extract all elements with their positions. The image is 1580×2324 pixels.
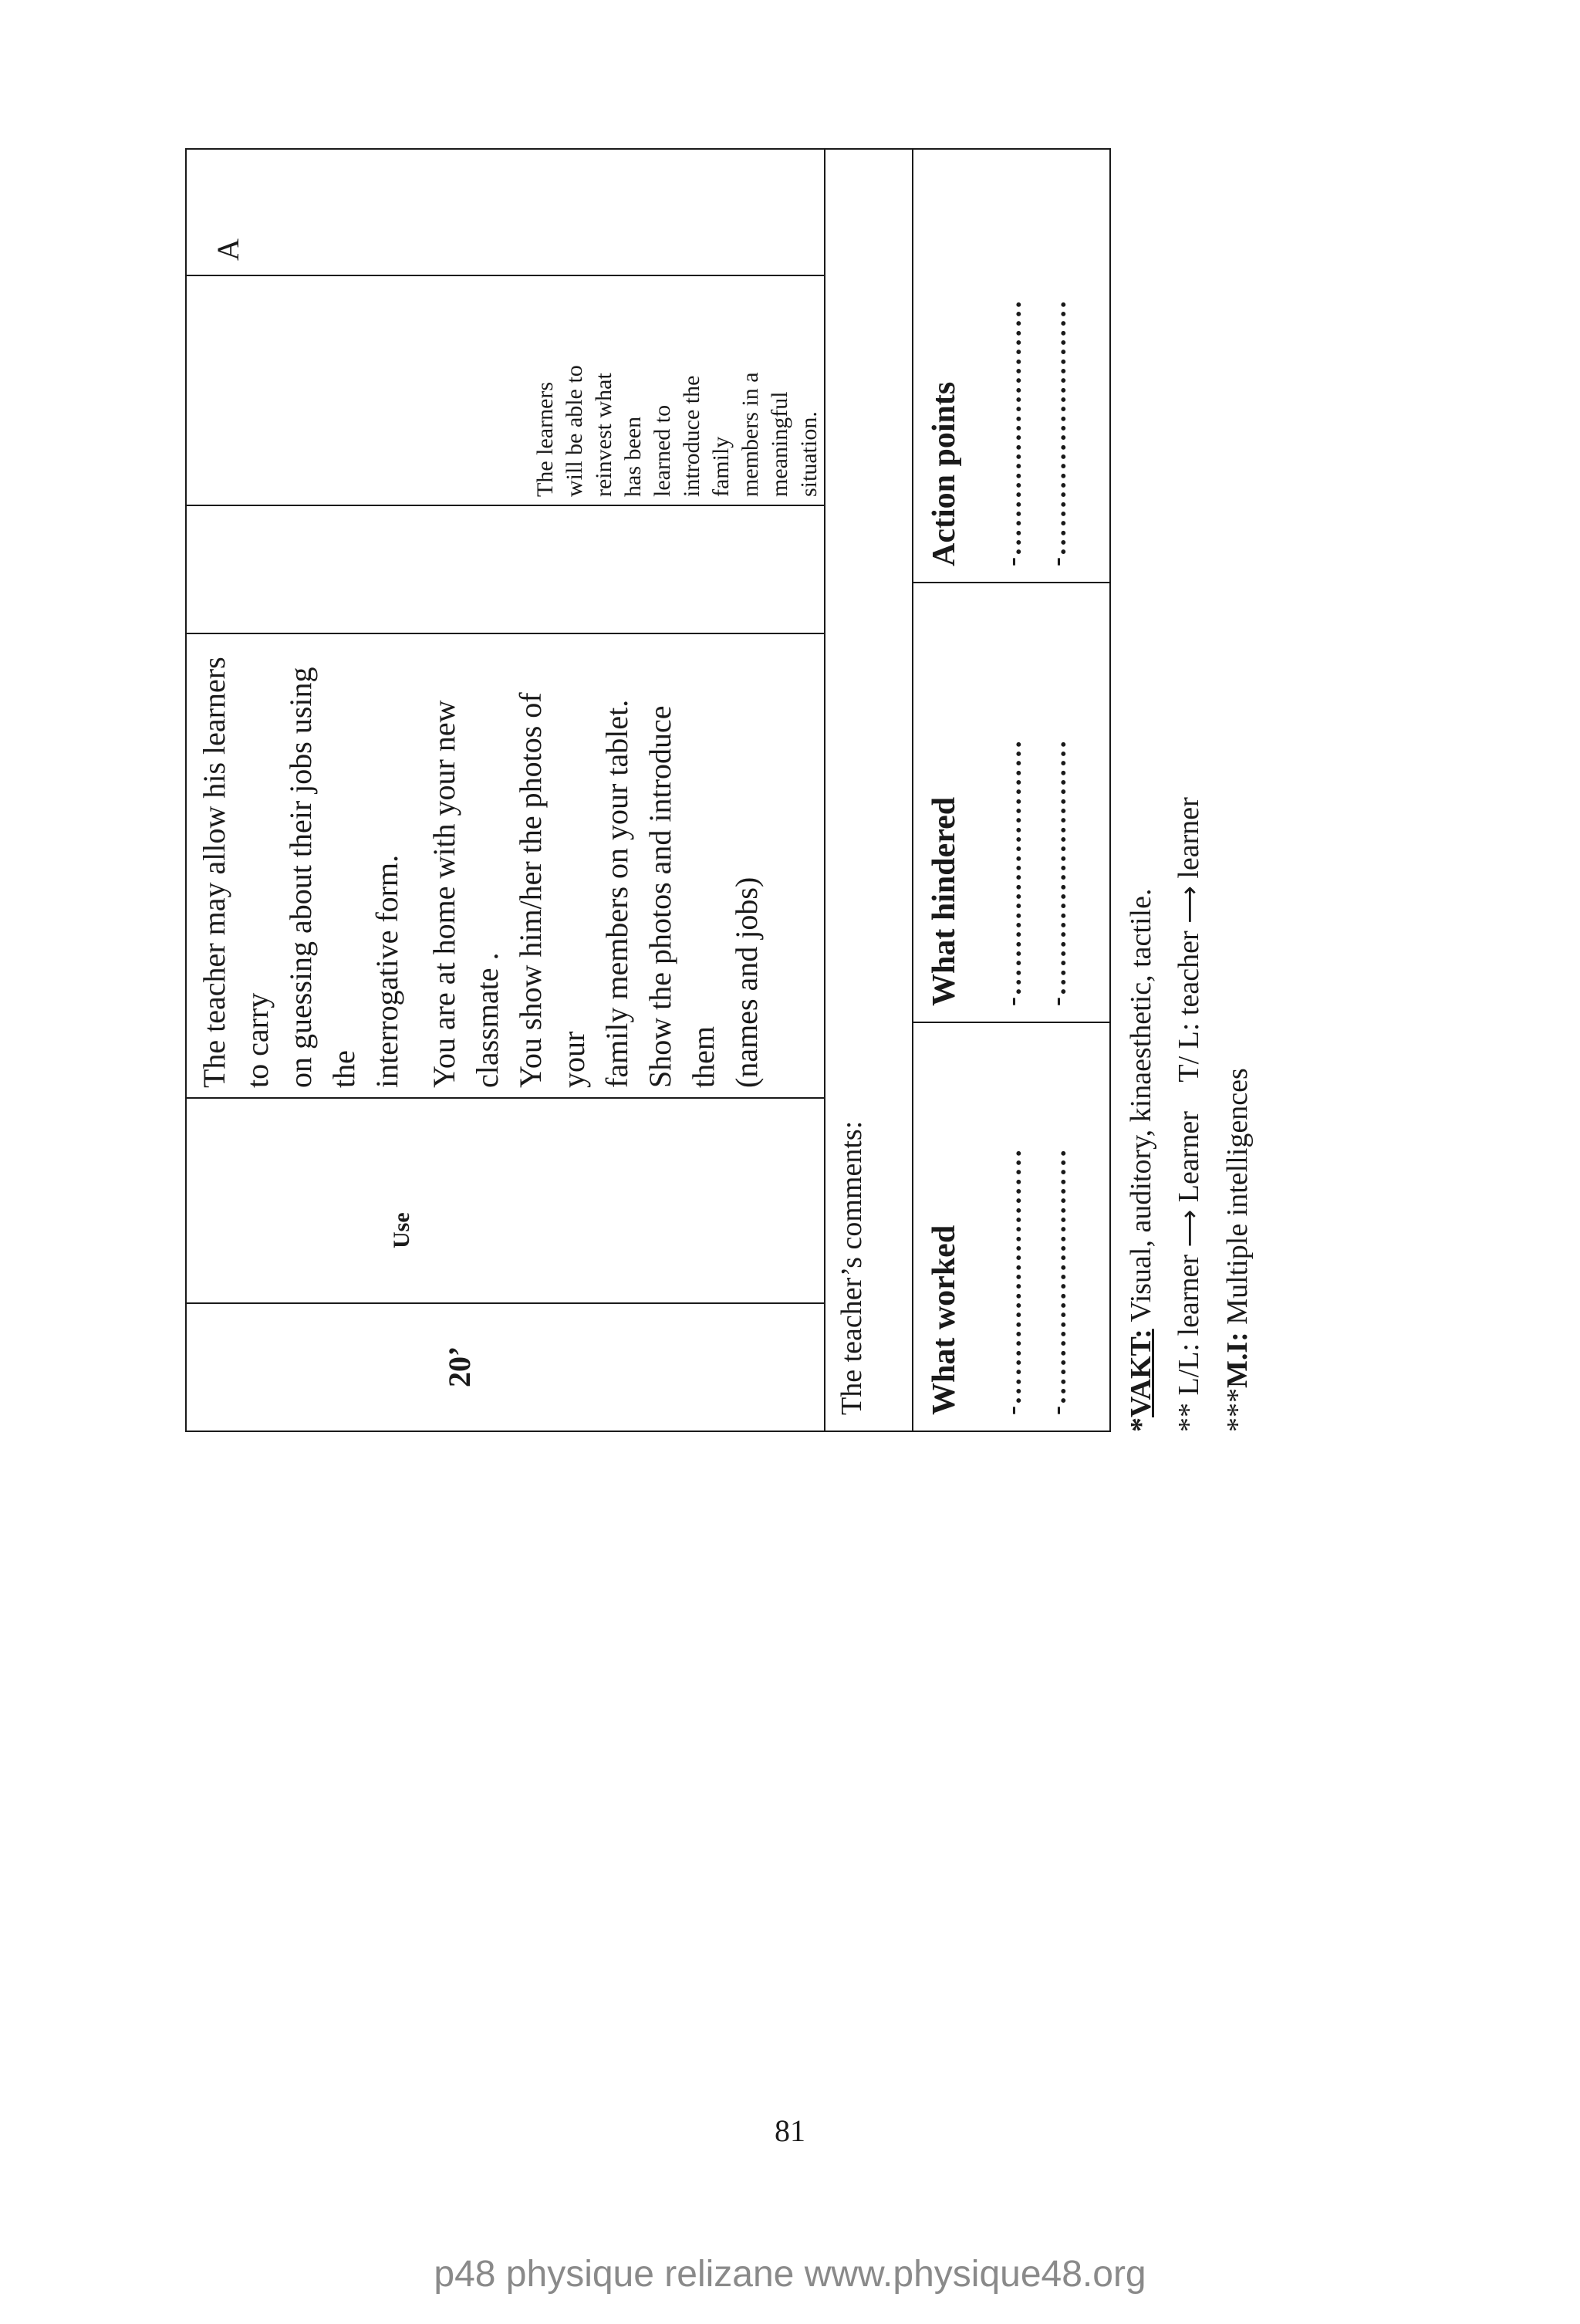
vakt-cell bbox=[187, 147, 827, 276]
tl-label: T/ L: teacher bbox=[1173, 931, 1205, 1083]
procedure-line: on guessing about their jobs using the bbox=[283, 667, 361, 1088]
dotted-line: -……………………… bbox=[1041, 299, 1072, 566]
dotted-line: -……………………… bbox=[1041, 739, 1072, 1006]
note-marker: * bbox=[1125, 1417, 1157, 1432]
comments-label: The teacher’s comments: bbox=[836, 1120, 868, 1415]
dotted-line: -……………………… bbox=[1041, 1148, 1072, 1415]
mi-note bbox=[1214, 148, 1261, 1432]
procedure-line: Show the photos and introduce them bbox=[643, 705, 721, 1088]
what-worked-label: What worked bbox=[927, 1224, 962, 1415]
note-marker: *** bbox=[1221, 1388, 1254, 1432]
procedure-line: The teacher may allow his learners to carry bbox=[197, 657, 275, 1088]
objective-line: The learners bbox=[532, 381, 558, 497]
vakt-key: VAKT: bbox=[1125, 1329, 1157, 1417]
what-hindered-column bbox=[913, 582, 1109, 1022]
lesson-plan-table bbox=[185, 148, 825, 1432]
reflection-table bbox=[912, 148, 1111, 1432]
objective-line: introduce the bbox=[679, 375, 704, 497]
objective-line: will be able to bbox=[562, 365, 587, 497]
dotted-line: -……………………… bbox=[996, 299, 1027, 566]
dotted-line: -……………………… bbox=[996, 739, 1027, 1006]
procedure-intro bbox=[193, 645, 409, 1088]
objective-cell bbox=[187, 276, 827, 506]
timing-cell bbox=[187, 1304, 827, 1431]
objective-line: members in a bbox=[738, 372, 763, 497]
stage-label: Use bbox=[389, 1212, 414, 1248]
action-points-column bbox=[913, 147, 1109, 582]
objective-line: learned to bbox=[650, 404, 675, 497]
vakt-note bbox=[1117, 148, 1165, 1432]
ll-target: Learner bbox=[1173, 1111, 1205, 1203]
empty-cell bbox=[187, 506, 827, 634]
rotated-lesson-plan bbox=[185, 148, 1254, 1432]
dotted-line: -……………………… bbox=[996, 1148, 1027, 1415]
mi-definition: Multiple intelligences bbox=[1221, 1068, 1254, 1333]
what-hindered-lines bbox=[989, 599, 1079, 1006]
procedure-line: You are at home with your new classmate . bbox=[427, 700, 505, 1088]
procedure-task bbox=[423, 645, 768, 1088]
teacher-comments-box bbox=[825, 148, 912, 1432]
arrow-icon: ⟶ bbox=[1174, 1209, 1205, 1248]
procedure-line: family members on your tablet. bbox=[599, 699, 634, 1088]
arrow-icon: ⟶ bbox=[1174, 886, 1205, 924]
stage-cell bbox=[187, 1099, 827, 1304]
footnotes bbox=[1117, 148, 1261, 1432]
footer-watermark: p48 physique relizane www.physique48.org bbox=[434, 2254, 1146, 2295]
what-hindered-label: What hindered bbox=[927, 796, 962, 1006]
what-worked-lines bbox=[989, 1039, 1079, 1415]
timing-value: 20’ bbox=[442, 1346, 477, 1387]
ll-label: ** L/L: learner bbox=[1173, 1254, 1205, 1432]
objective-line: meaningful bbox=[767, 391, 792, 497]
interaction-note bbox=[1165, 148, 1214, 1432]
action-points-lines bbox=[989, 162, 1079, 566]
procedure-cell bbox=[187, 634, 827, 1099]
vakt-definition: Visual, auditory, kinaesthetic, tactile. bbox=[1125, 888, 1157, 1329]
objective-line: situation. bbox=[796, 411, 822, 497]
page-number: 81 bbox=[775, 2113, 805, 2148]
what-worked-column bbox=[913, 1022, 1109, 1431]
procedure-line: (names and jobs) bbox=[729, 877, 764, 1088]
vakt-value: A bbox=[211, 238, 245, 261]
mi-key: M.I: bbox=[1221, 1332, 1254, 1388]
objective-line: reinvest what bbox=[591, 373, 616, 497]
objective-line: has been bbox=[620, 416, 646, 497]
procedure-line: You show him/her the photos of your bbox=[513, 692, 591, 1088]
objective-text bbox=[531, 365, 824, 497]
tl-target: learner bbox=[1173, 797, 1205, 879]
objective-line: family bbox=[708, 436, 734, 497]
action-points-label: Action points bbox=[927, 381, 962, 566]
procedure-line: interrogative form. bbox=[370, 854, 404, 1088]
